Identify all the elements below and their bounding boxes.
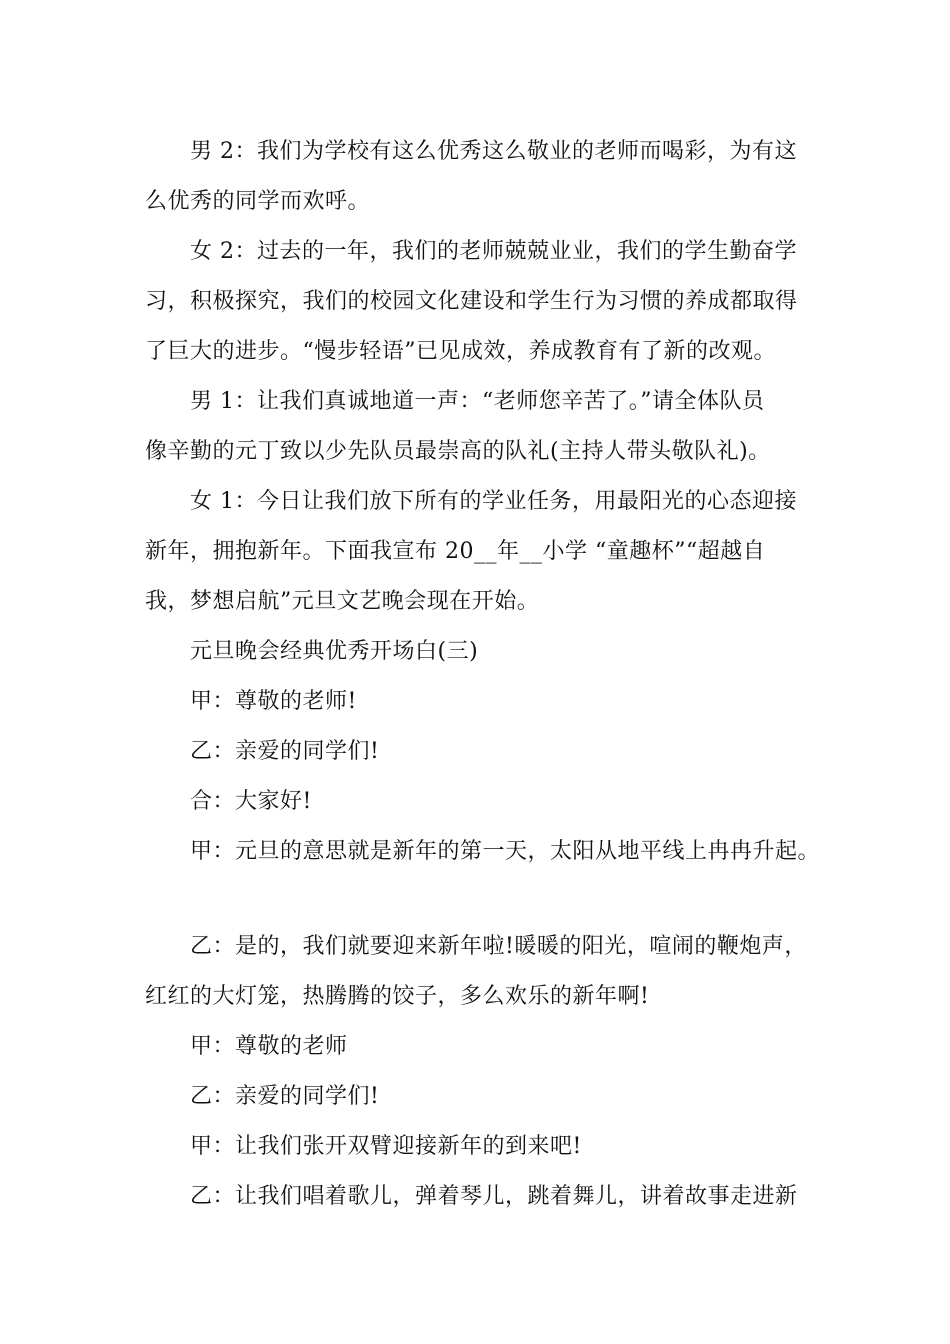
- text-line: 习，积极探究，我们的校园文化建设和学生行为习惯的养成都取得: [145, 289, 798, 314]
- text-line: 红红的大灯笼，热腾腾的饺子，多么欢乐的新年啊!: [145, 984, 650, 1009]
- text-line: 合：大家好!: [190, 789, 312, 814]
- text-line: 男 1：让我们真诚地道一声：“老师您辛苦了。”请全体队员: [190, 389, 765, 414]
- text-line: 甲：尊敬的老师!: [190, 689, 357, 714]
- section-heading: 元旦晚会经典优秀开场白(三): [190, 639, 479, 664]
- text-line: 甲：元旦的意思就是新年的第一天，太阳从地平线上冉冉升起。: [190, 839, 821, 864]
- text-line: 男 2：我们为学校有这么优秀这么敬业的老师而喝彩，为有这: [190, 139, 797, 164]
- text-line: 新年，拥抱新年。下面我宣布 20__年__小学 “童趣杯”“超越自: [145, 539, 766, 564]
- text-line: 像辛勤的元丁致以少先队员最崇高的队礼(主持人带头敬队礼)。: [145, 439, 771, 464]
- text-line: 女 2：过去的一年，我们的老师兢兢业业，我们的学生勤奋学: [190, 239, 797, 264]
- text-line: 我，梦想启航”元旦文艺晚会现在开始。: [145, 589, 540, 614]
- text-line: 乙：是的，我们就要迎来新年啦!暖暖的阳光，喧闹的鞭炮声，: [190, 934, 807, 959]
- text-line: 么优秀的同学而欢呼。: [145, 189, 371, 214]
- text-line: 乙：让我们唱着歌儿，弹着琴儿，跳着舞儿，讲着故事走进新: [190, 1184, 798, 1209]
- text-line: 了巨大的进步。“慢步轻语”已见成效，养成教育有了新的改观。: [145, 339, 776, 364]
- text-line: 乙：亲爱的同学们!: [190, 1084, 380, 1109]
- text-line: 乙：亲爱的同学们!: [190, 739, 380, 764]
- text-line: 女 1：今日让我们放下所有的学业任务，用最阳光的心态迎接: [190, 489, 797, 514]
- text-line: 甲：让我们张开双臂迎接新年的到来吧!: [190, 1134, 582, 1159]
- text-line: 甲：尊敬的老师: [190, 1034, 348, 1059]
